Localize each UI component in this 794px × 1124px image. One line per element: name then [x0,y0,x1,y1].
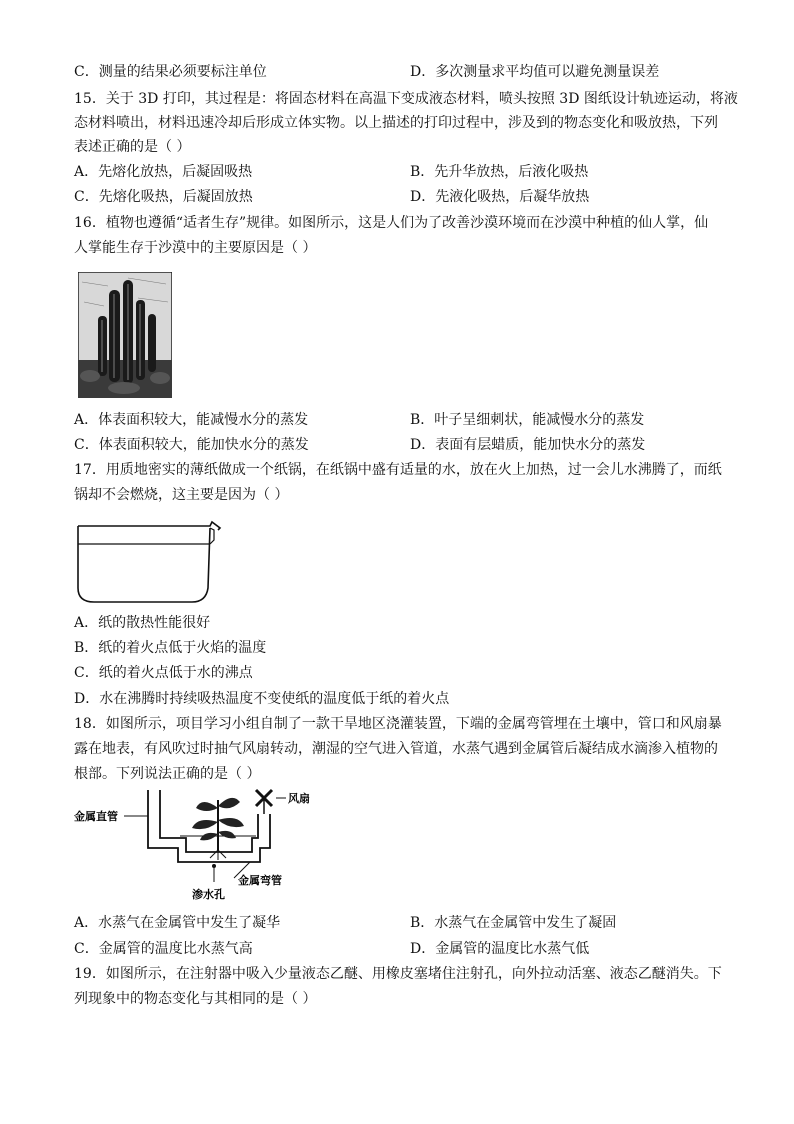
q17-option-a: A．纸的散热性能很好 [74,615,211,631]
q16-option-b: B．叶子呈细刺状，能减慢水分的蒸发 [410,412,645,428]
paper-pot-figure [74,516,224,608]
q14-option-c: C．测量的结果必须要标注单位 [74,64,267,80]
plant-icon [192,798,244,860]
q18-stem-line-1: 18．如图所示，项目学习小组自制了一款干旱地区浇灌装置，下端的金属弯管埋在土壤中，管口和风扇暴 [74,716,722,732]
q17-option-d: D．水在沸腾时持续吸热温度不变使纸的温度低于纸的着火点 [74,691,450,707]
q16-option-d: D．表面有层蜡质，能加快水分的蒸发 [410,437,646,453]
q15-option-b: B．先升华放热，后液化吸热 [410,164,589,180]
q15-stem-line-2: 态材料喷出，材料迅速冷却后形成立体实物。以上描述的打印过程中，涉及到的物态变化和吸放热，下列 [74,115,718,131]
q18-option-a: A．水蒸气在金属管中发生了凝华 [74,915,281,931]
q18-stem-line-3: 根部。下列说法正确的是（ ） [74,766,261,782]
q16-stem-line-1: 16．植物也遵循“适者生存”规律。如图所示，这是人们为了改善沙漠环境而在沙漠中种植的仙人掌，仙 [74,215,709,231]
q18-option-d: D．金属管的温度比水蒸气低 [410,941,590,957]
label-fan: 风扇 [288,792,310,805]
q15-option-c: C．先熔化吸热，后凝固放热 [74,189,253,205]
q17-stem-line-2: 锅却不会燃烧，这主要是因为（ ） [74,487,289,503]
q16-option-a: A．体表面积较大，能减慢水分的蒸发 [74,412,309,428]
q17-stem-line-1: 17．用质地密实的薄纸做成一个纸锅，在纸锅中盛有适量的水，放在火上加热，过一会儿水沸腾了，而纸 [74,462,722,478]
q14-option-d: D．多次测量求平均值可以避免测量误差 [410,64,660,80]
q18-option-b: B．水蒸气在金属管中发生了凝固 [410,915,617,931]
label-seepage-hole: 渗水孔 [192,888,225,901]
q15-option-d: D．先液化吸热，后凝华放热 [410,189,590,205]
label-bent-pipe: 金属弯管 [238,874,282,887]
q15-stem-line-3: 表述正确的是（ ） [74,139,191,155]
cactus-photo-figure [78,272,172,398]
q16-option-c: C．体表面积较大，能加快水分的蒸发 [74,437,309,453]
q16-stem-line-2: 人掌能生存于沙漠中的主要原因是（ ） [74,240,317,256]
q18-stem-line-2: 露在地表，有风吹过时抽气风扇转动，潮湿的空气进入管道，水蒸气遇到金属管后凝结成水滴渗入植物的 [74,741,718,757]
q17-option-c: C．纸的着火点低于水的沸点 [74,665,253,681]
fan-icon [256,790,272,814]
q15-stem-line-1: 15．关于 3D 打印，其过程是：将固态材料在高温下变成液态材料，喷头按照 3D 图纸设计轨迹运动，将液 [74,91,738,107]
irrigation-device-figure [74,786,334,910]
q17-option-b: B．纸的着火点低于火焰的温度 [74,640,267,656]
label-straight-pipe: 金属直管 [74,810,118,823]
q19-stem-line-1: 19．如图所示，在注射器中吸入少量液态乙醚、用橡皮塞堵住注射孔，向外拉动活塞、液态乙醚消失。下 [74,966,722,982]
q19-stem-line-2: 列现象中的物态变化与其相同的是（ ） [74,991,317,1007]
q18-option-c: C．金属管的温度比水蒸气高 [74,941,253,957]
q15-option-a: A．先熔化放热，后凝固吸热 [74,164,253,180]
